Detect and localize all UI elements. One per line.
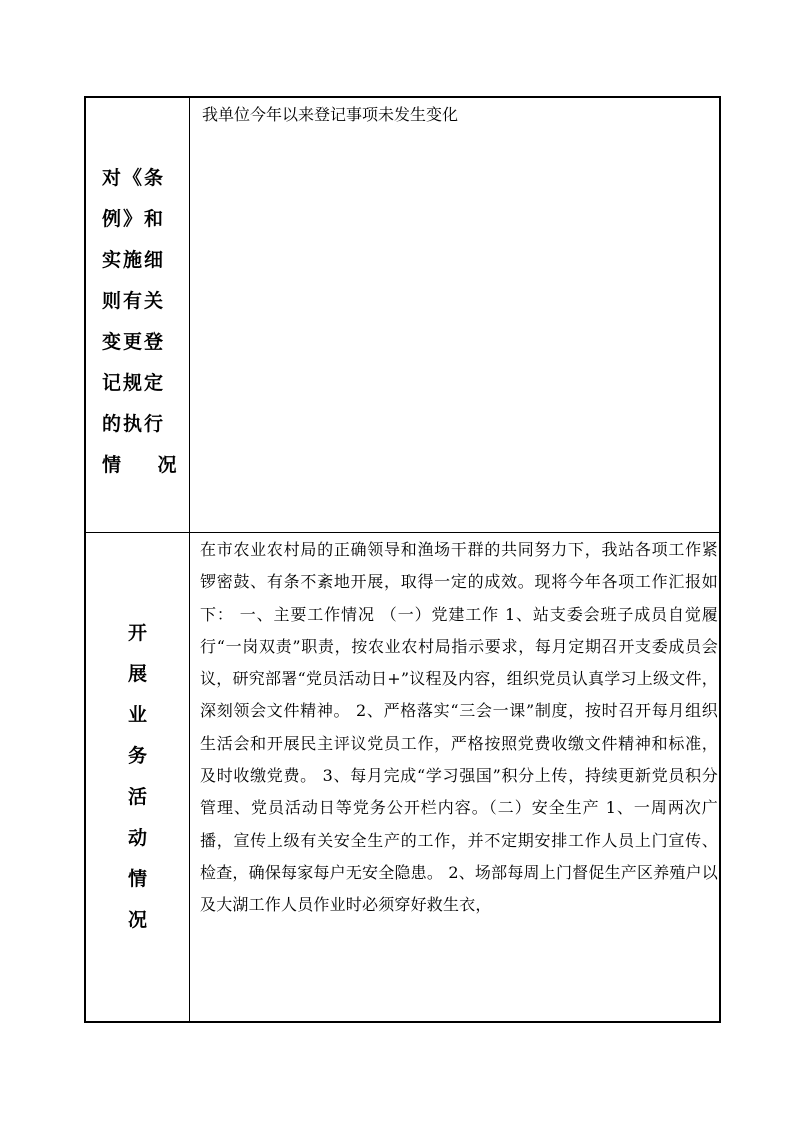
label-line: 例》和	[102, 208, 166, 230]
label-line: 对《条	[102, 167, 166, 189]
label-line: 则有关	[102, 290, 166, 312]
content-cell-change-registration	[190, 98, 719, 532]
label-line: 记规定	[102, 372, 166, 394]
label-line: 变更登	[102, 331, 166, 353]
label-line: 实施细	[102, 249, 166, 271]
label-line: 务	[127, 745, 147, 767]
label-line: 情	[127, 868, 147, 890]
business-activities-text: 在市农业农村局的正确领导和渔场干群的共同努力下，我站各项工作紧锣密鼓、有条不紊地开展，取得一定的成效。现将今年各项工作汇报如下： 一、主要工作情况 （一）党建工作 1、站支委会班子成员自觉履行“一岗双责”职责，按农业农村局指示要求，每月定期召开支委成员会议，研究部署“党员活动日+”议程及内容，组织党员认真学习上级文件，深刻领会文件精神。 2、严格落实“三会一课”制度，按时召开每月组织生活会和开展民主评议党员工作，严格按照党费收缴文件精神和标准，及时收缴党费。 3、每月完成“学习强国”积分上传，持续更新党员积分管理、党员活动日等党务公开栏内容。（二）安全生产 1、一周两次广播，宣传上级有关安全生产的工作，并不定期安排工作人员上门宣传、检查，确保每家每户无安全隐患。 2、场部每周上门督促生产区养殖户以及大湖工作人员作业时必须穿好救生衣，	[200, 540, 718, 915]
label-cell-business-activities	[86, 533, 190, 1021]
label-line: 开	[127, 622, 147, 644]
change-registration-text: 我单位今年以来登记事项未发生变化	[202, 105, 459, 124]
registration-form-table	[84, 96, 721, 1023]
label-line: 动	[127, 827, 147, 849]
table-row-business-activities	[86, 533, 719, 1021]
label-cell-change-registration	[86, 98, 190, 532]
label-line: 况	[127, 909, 147, 931]
row-label-business-activities	[86, 613, 189, 941]
row-label-change-registration	[102, 158, 178, 486]
label-line: 展	[127, 663, 147, 685]
label-line: 的执行	[102, 413, 166, 435]
table-row-change-registration	[86, 98, 719, 533]
label-line: 活	[127, 786, 147, 808]
content-cell-business-activities	[190, 533, 719, 1021]
label-line: 业	[127, 704, 147, 726]
label-line: 情 况	[102, 454, 179, 476]
